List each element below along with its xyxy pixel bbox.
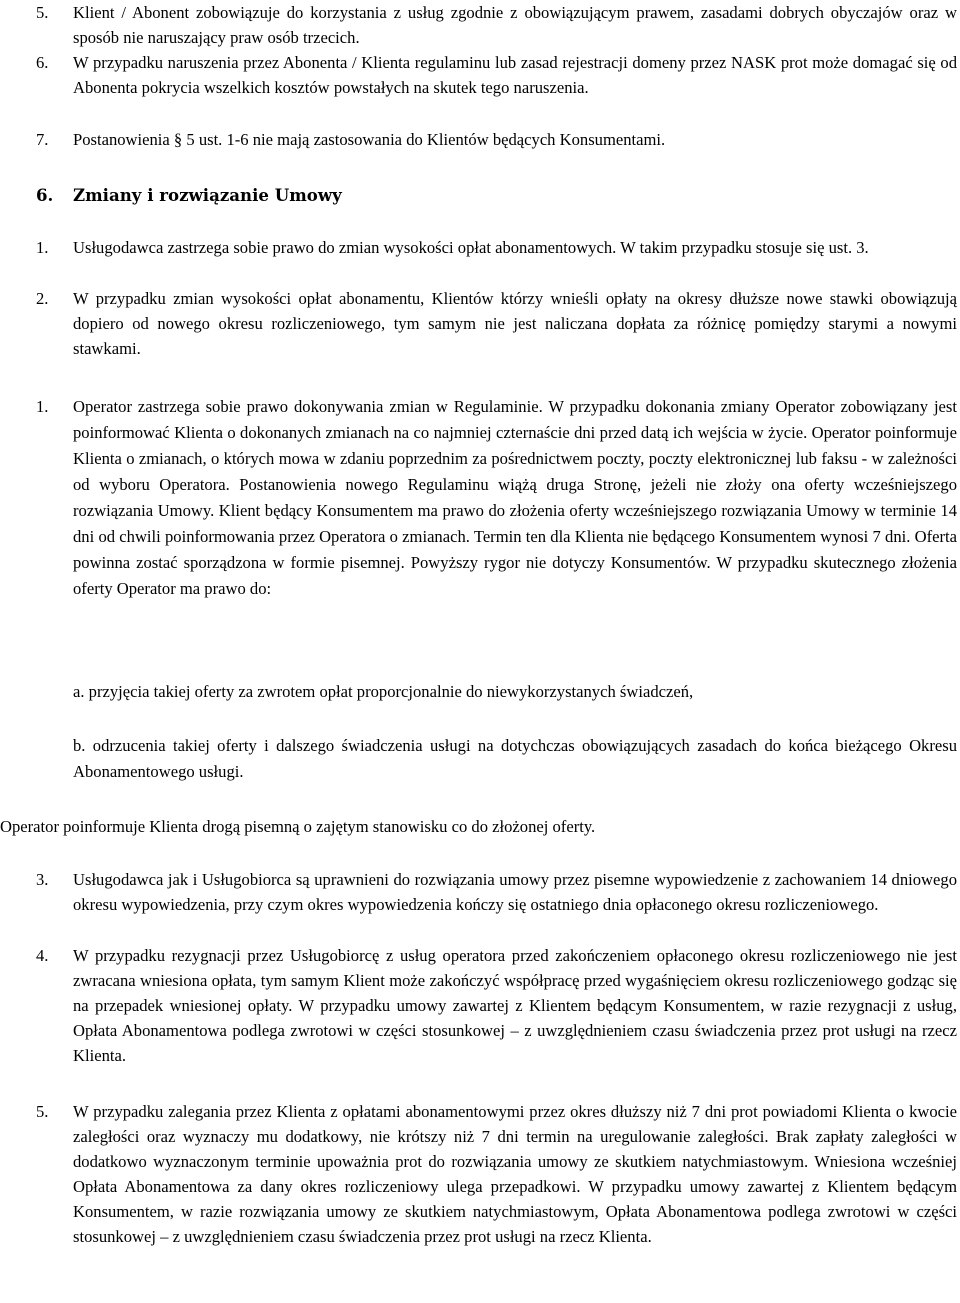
- item-text: W przypadku rezygnacji przez Usługobiorcę z usług operatora przed zakończeniem opłaconego okresu rozliczeniowego nie jest zwracana wniesiona opłata, tym samym Klient może zakończyć współpracę przed wygaśnięciem okresu rozliczeniowego godząc się na przepadek wniesionej opłaty. W przypadku umowy zawartej z Klientem będącym Konsumentem, w razie rezygnacji z usług, Opłata Abonamentowa podlega zwrotowi w części stosunkowej – z uwzględnieniem czasu świadczenia przez prot usługi na rzecz Klienta.: [73, 946, 957, 1065]
- option-a: a. przyjęcia takiej oferty za zwrotem opłat proporcjonalnie do niewykorzystanych świadczeń,: [73, 682, 694, 701]
- list-item: [0, 867, 957, 917]
- inform-paragraph: Operator poinformuje Klienta drogą pisemną o zajętym stanowisku co do złożonej oferty.: [0, 817, 596, 836]
- list-item: [0, 50, 957, 100]
- item-number: 6.: [36, 53, 49, 72]
- option-b: b. odrzucenia takiej oferty i dalszego świadczenia usługi na dotychczas obowiązujących zasadach do końca bieżącego Okresu Abonamentowego usługi.: [73, 736, 957, 781]
- list-item: [0, 286, 957, 361]
- section-heading: [36, 183, 342, 208]
- list-item: [0, 1099, 957, 1249]
- list-item: [0, 943, 957, 1068]
- item-text: Usługodawca zastrzega sobie prawo do zmian wysokości opłat abonamentowych. W takim przypadku stosuje się ust. 3.: [73, 238, 869, 257]
- item-number: 4.: [36, 946, 49, 965]
- section-number: 6.: [36, 185, 54, 205]
- section-title: Zmiany i rozwiązanie Umowy: [73, 185, 342, 205]
- item-number: 7.: [36, 130, 49, 149]
- operator-clause: [36, 394, 957, 602]
- item-text: W przypadku zmian wysokości opłat abonamentu, Klientów którzy wnieśli opłaty na okresy dłuższe nowe stawki obowiązują dopiero od nowego okresu rozliczeniowego, tym samym nie jest naliczana dopłata za różnicę pomiędzy starymi a nowymi stawkami.: [73, 289, 957, 358]
- list-item: [0, 127, 957, 152]
- item-text: Operator zastrzega sobie prawo dokonywania zmian w Regulaminie. W przypadku dokonania zmiany Operator zobowiązany jest poinformować Klienta o dokonanych zmianach na co najmniej czternaście dni przed datą ich wejścia w życie. Operator poinformuje Klienta o zmianach, o których mowa w zdaniu poprzednim za pośrednictwem poczty, poczty elektronicznej lub faksu - w zależności od wyboru Operatora. Postanowienia nowego Regulaminu wiążą druga Stronę, jeżeli nie złoży ona oferty wcześniejszego rozwiązania Umowy. Klient będący Konsumentem ma prawo do złożenia oferty wcześniejszego rozwiązania Umowy w terminie 14 dni od chwili poinformowania przez Operatora o zmianach. Termin ten dla Klienta nie będącego Konsumentem wynosi 7 dni. Oferta powinna zostać sporządzona w formie pisemnej. Powyższy rygor nie dotyczy Konsumentów. W przypadku skutecznego złożenia oferty Operator ma prawo do:: [73, 397, 957, 598]
- item-number: 5.: [36, 3, 49, 22]
- list-item: [0, 0, 957, 50]
- item-number: 5.: [36, 1102, 49, 1121]
- item-number: 3.: [36, 870, 49, 889]
- item-number: 2.: [36, 289, 49, 308]
- list-item: [0, 235, 957, 260]
- item-number: 1.: [36, 238, 49, 257]
- item-text: Postanowienia § 5 ust. 1-6 nie mają zastosowania do Klientów będących Konsumentami.: [73, 130, 666, 149]
- item-text: W przypadku zalegania przez Klienta z opłatami abonamentowymi przez okres dłuższy niż 7 dni prot powiadomi Klienta o kwocie zaległości oraz wyznaczy mu dodatkowy, nie krótszy niż 7 dni termin na uregulowanie zaległości. Brak zapłaty zaległości w dodatkowo wyznaczonym terminie upoważnia prot do rozwiązania umowy ze skutkiem natychmiastowym. Wniesiona wcześniej Opłata Abonamentowa za dany okres rozliczeniowy ulega przepadkowi. W przypadku umowy zawartej z Klientem będącym Konsumentem, w razie rozwiązania umowy ze skutkiem natychmiastowym, Opłata Abonamentowa podlega zwrotowi w części stosunkowej – z uwzględnieniem czasu świadczenia przez prot usługi na rzecz Klienta.: [73, 1102, 957, 1246]
- item-number: 1.: [36, 397, 49, 416]
- item-text: Usługodawca jak i Usługobiorca są uprawnieni do rozwiązania umowy przez pisemne wypowiedzenie z zachowaniem 14 dniowego okresu wypowiedzenia, przy czym okres wypowiedzenia kończy się ostatniego dnia opłaconego okresu rozliczeniowego.: [73, 870, 957, 914]
- item-text: Klient / Abonent zobowiązuje do korzystania z usług zgodnie z obowiązującym prawem, zasadami dobrych obyczajów oraz w sposób nie naruszający praw osób trzecich.: [73, 3, 957, 47]
- item-text: W przypadku naruszenia przez Abonenta / Klienta regulaminu lub zasad rejestracji domeny przez NASK prot może domagać się od Abonenta pokrycia wszelkich kosztów powstałych na skutek tego naruszenia.: [73, 53, 957, 97]
